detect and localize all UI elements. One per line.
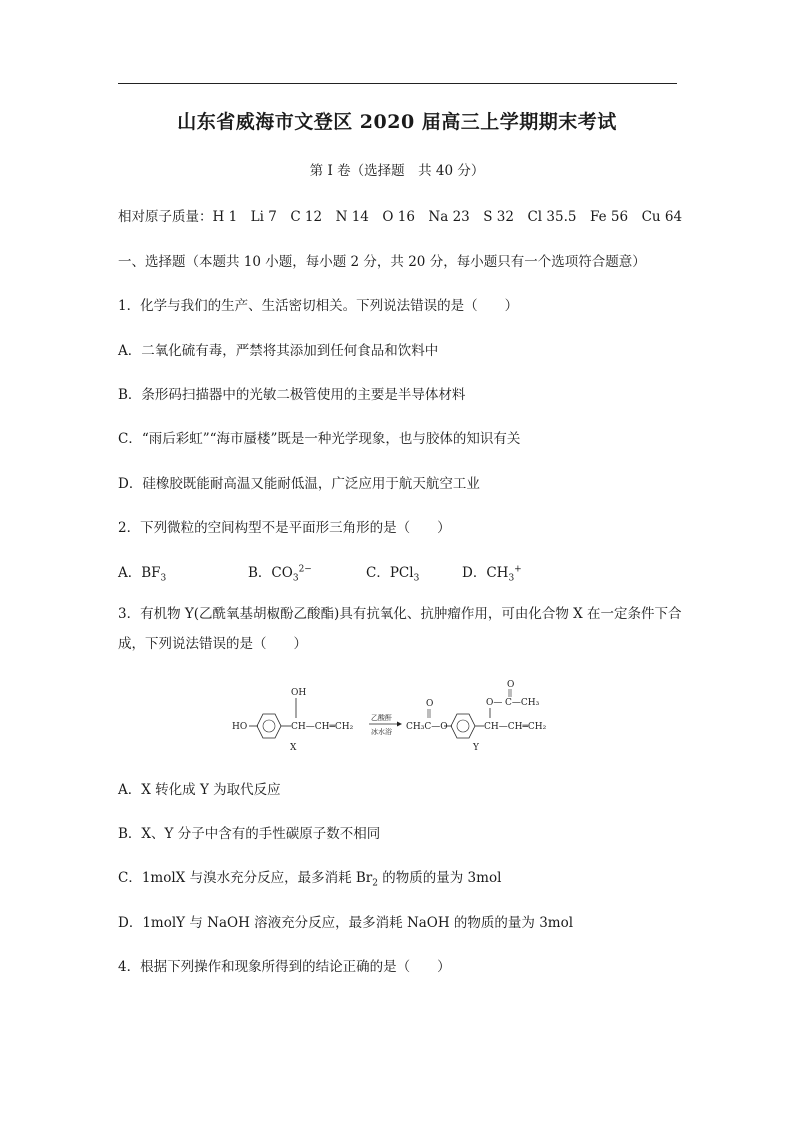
reaction-diagram — [230, 680, 570, 758]
q1-stem: 1．化学与我们的生产、生活密切相关。下列说法错误的是（ ） — [118, 298, 519, 314]
y-o2: O — [507, 680, 515, 690]
x-label: X — [290, 743, 297, 753]
q2-stem: 2．下列微粒的空间构型不是平面形三角形的是（ ） — [118, 520, 451, 536]
q1-option-c: C．“雨后彩虹”“海市蜃楼”既是一种光学现象，也与胶体的知识有关 — [118, 431, 521, 447]
y-o-top: O — [426, 699, 434, 709]
q3-stem: 3．有机物 Y(乙酰氧基胡椒酚乙酸酯)具有抗氧化、抗肿瘤作用，可由化合物 X 在一定条件下合成，下列说法错误的是（ ） — [118, 606, 682, 652]
y-ch3: C—CH₃ — [505, 698, 540, 708]
y-label: Y — [473, 743, 479, 753]
atomic-masses: 相对原子质量：H 1 Li 7 C 12 N 14 O 16 Na 23 S 32 Cl 35.5 Fe 56 Cu 64 — [118, 209, 683, 225]
q3-option-d: D．1molY 与 NaOH 溶液充分反应，最多消耗 NaOH 的物质的量为 3mol — [118, 915, 574, 931]
q3-option-b: B．X、Y 分子中含有的手性碳原子数不相同 — [118, 826, 381, 842]
x-ho-text: HO — [232, 722, 248, 732]
part-heading: 一、选择题（本题共 10 小题，每小题 2 分，共 20 分，每小题只有一个选项符合题意） — [118, 254, 646, 270]
x-oh-text: OH — [291, 688, 307, 698]
y-chain-text: CH—CH═CH₂ — [484, 722, 547, 732]
q2-option-c: C．PCl$_3$ — [366, 565, 420, 584]
q2-option-d: D．$CH_3^+$ — [462, 564, 522, 584]
benzene-ring-x — [257, 714, 281, 738]
q3-option-c: C．1molX 与溴水充分反应，最多消耗 $Br_2$ 的物质的量为 3mol — [118, 870, 502, 889]
q1-option-a: A．二氧化硫有毒，严禁将其添加到任何食品和饮料中 — [118, 343, 439, 359]
q3-option-a: A．X 转化成 Y 为取代反应 — [118, 782, 281, 798]
q2-option-a: A．$BF_3$ — [118, 565, 167, 584]
q2-option-b: B．$CO_3^{2-}$ — [248, 564, 312, 584]
x-chain-text: CH—CH═CH₂ — [291, 722, 354, 732]
reagent-top: 乙酸酐 — [371, 714, 392, 722]
y-o3: O— — [486, 698, 503, 708]
header-rule — [118, 83, 677, 84]
section-title: 第 I 卷（选择题 共 40 分） — [309, 163, 485, 179]
q4-stem: 4．根据下列操作和现象所得到的结论正确的是（ ） — [118, 959, 451, 975]
page-title: 山东省威海市文登区 2020 届高三上学期期末考试 — [177, 111, 617, 133]
q1-option-b: B．条形码扫描器中的光敏二极管使用的主要是半导体材料 — [118, 387, 466, 403]
q1-option-d: D．硅橡胶既能耐高温又能耐低温，广泛应用于航天航空工业 — [118, 476, 480, 492]
y-ester-left: CH₃C—O — [406, 722, 448, 732]
reagent-bottom: 冰水浴 — [371, 728, 392, 736]
benzene-ring-y — [451, 714, 475, 738]
